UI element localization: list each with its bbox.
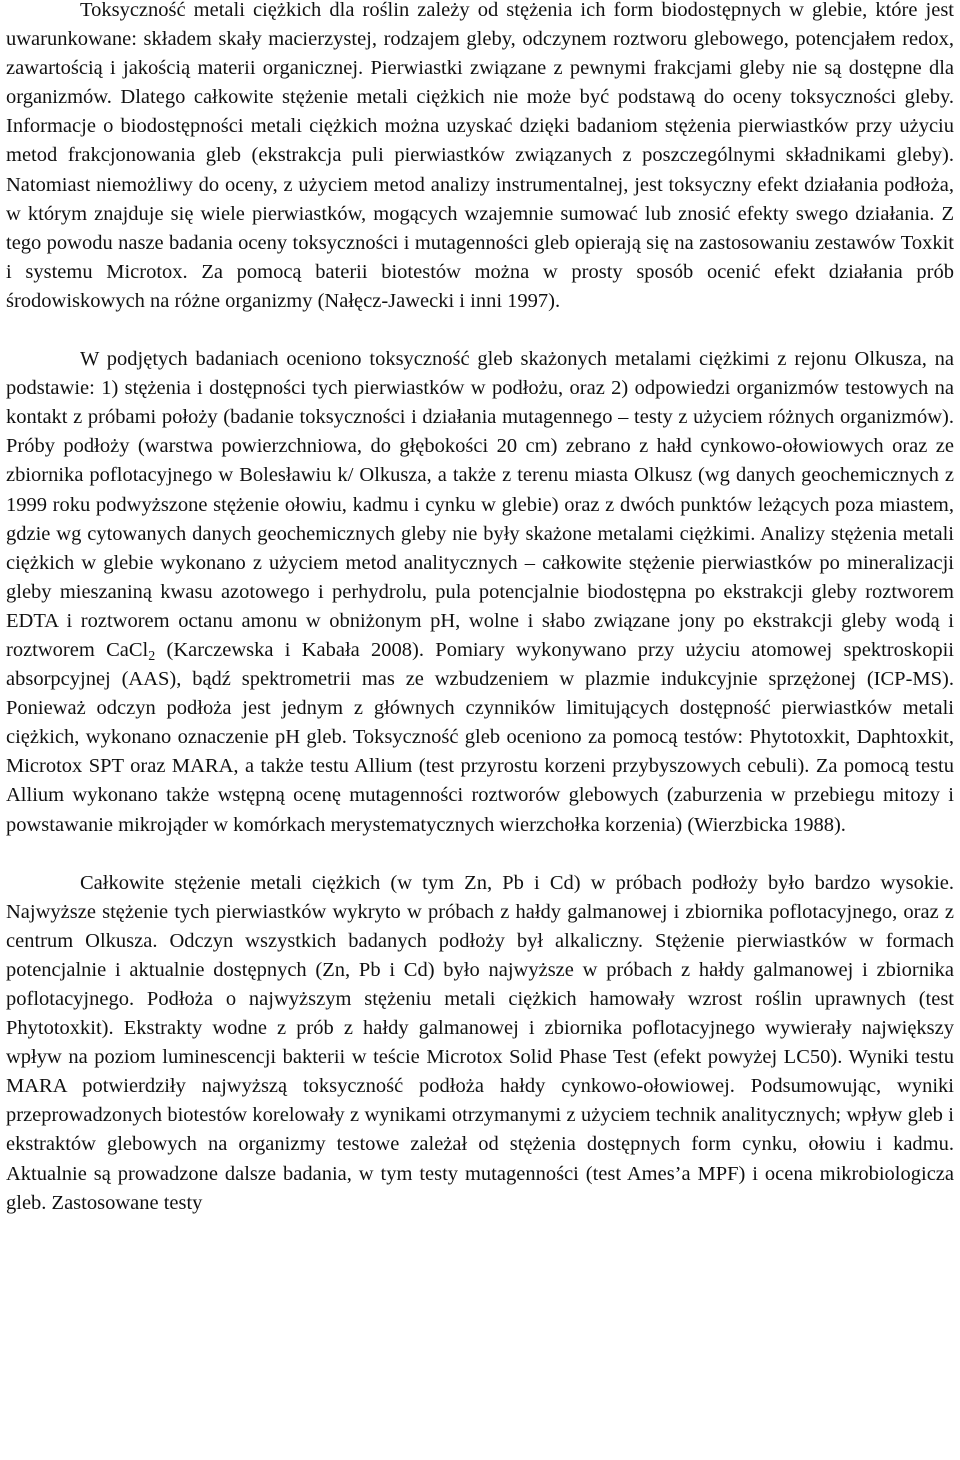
paragraph-2 — [6, 345, 954, 840]
paragraph-3: Całkowite stężenie metali ciężkich (w tym Zn, Pb i Cd) w próbach podłoży było bardzo wysokie. Najwyższe stężenie tych pierwiastków wykryto w próbach z hałdy galmanowej i zbiornika poflotacyjnego, oraz z centrum Olkusza. Odczyn wszystkich badanych podłoży był alkaliczny. Stężenie pierwiastków w formach potencjalnie i aktualnie dostępnych (Zn, Pb i Cd) było najwyższe w próbach z hałdy galmanowej i zbiornika poflotacyjnego. Podłoża o najwyższym stężeniu metali ciężkich hamowały wzrost roślin uprawnych (test Phytotoxkit). Ekstrakty wodne z prób z hałdy galmanowej i zbiornika poflotacyjnego wywierały największy wpływ na poziom luminescencji bakterii w teście Microtox Solid Phase Test (efekt powyżej LC50). Wyniki testu MARA potwierdziły najwyższą toksyczność podłoża hałdy cynkowo-ołowiowej. Podsumowując, wyniki przeprowadzonych biotestów korelowały z wynikami otrzymanymi z użyciem technik analitycznych; wpływ gleb i ekstraktów glebowych na organizmy testowe zależał od stężenia dostępnych form cynku, ołowiu i kadmu. Aktualnie są prowadzone dalsze badania, w tym testy mutagenności (test Ames’a MPF) i ocena mikrobiologicza gleb. Zastosowane testy — [6, 871, 954, 1214]
paragraph-2-text-part-2: (Karczewska i Kabała 2008). Pomiary wykonywano przy użyciu atomowej spektroskopii absorpcyjnej (AAS), bądź spektrometrii mas ze wzbudzeniem w plazmie indukcyjnie sprzężonej (ICP-MS). Ponieważ odczyn podłoża jest jednym z głównych czynników limitujących dostępność pierwiastków metali ciężkich, wykonano oznaczenie pH gleb. Toksyczność gleb oceniono za pomocą testów: Phytotoxkit, Daphtoxkit, Microtox SPT oraz MARA, a także testu Allium (test przyrostu korzeni przybyszowych cebuli). Za pomocą testu Allium wykonano także wstępną ocenę mutagenności roztworów glebowych (zaburzenia w przebiegu mitozy i powstawanie mikrojąder w komórkach merystematycznych wierzchołka korzenia) (Wierzbicka 1988). — [6, 638, 954, 836]
paragraph-1: Toksyczność metali ciężkich dla roślin zależy od stężenia ich form biodostępnych w glebie, które jest uwarunkowane: składem skały macierzystej, rodzajem gleby, odczynem roztworu glebowego, potencjałem redox, zawartością i jakością materii organicznej. Pierwiastki związane z pewnymi frakcjami gleby nie są dostępne dla organizmów. Dlatego całkowite stężenie metali ciężkich nie może być podstawą do oceny toksyczności gleby. Informacje o biodostępności metali ciężkich można uzyskać dzięki badaniom stężenia pierwiastków przy użyciu metod frakcjonowania gleb (ekstrakcja puli pierwiastków związanych z poszczególnymi składnikami gleby). Natomiast niemożliwy do oceny, z użyciem metod analizy instrumentalnej, jest toksyczny efekt działania podłoża, w którym znajduje się wiele pierwiastków, mogących wzajemnie sumować lub znosić efekty swego działania. Z tego powodu nasze badania oceny toksyczności i mutagenności gleb opierają się na zastosowaniu zestawów Toxkit i systemu Microtox. Za pomocą baterii biotestów można w prosty sposób ocenić efekt działania prób środowiskowych na różne organizmy (Nałęcz-Jawecki i inni 1997). — [6, 0, 954, 312]
paragraph-2-text-part-1: W podjętych badaniach oceniono toksyczność gleb skażonych metalami ciężkimi z rejonu Olkusza, na podstawie: 1) stężenia i dostępności tych pierwiastków w podłożu, oraz 2) odpowiedzi organizmów testowych na kontakt z próbami położy (badanie toksyczności i działania mutagennego – testy z użyciem różnych organizmów). Próby podłoży (warstwa powierzchniowa, do głębokości 20 cm) zebrano z hałd cynkowo-ołowiowych oraz ze zbiornika poflotacyjnego w Bolesławiu k/ Olkusza, a także z terenu miasta Olkusz (wg danych geochemicznych z 1999 roku podwyższone stężenie ołowiu, kadmu i cynku w glebie) oraz z dwóch punktów leżących poza miastem, gdzie wg cytowanych danych geochemicznych gleby nie były skażone metalami ciężkimi. Analizy stężenia metali ciężkich w glebie wykonano z użyciem metod analitycznych – całkowite stężenie pierwiastków po mineralizacji gleby mieszaniną kwasu azotowego i perhydrolu, pula potencjalnie biodostępna po ekstrakcji gleby roztworem EDTA i roztworem octanu amonu w obniżonym pH, wolne i słabo związane jony po ekstrakcji gleby wodą i roztworem CaCl — [6, 348, 954, 661]
cacl2-subscript: 2 — [148, 648, 156, 664]
